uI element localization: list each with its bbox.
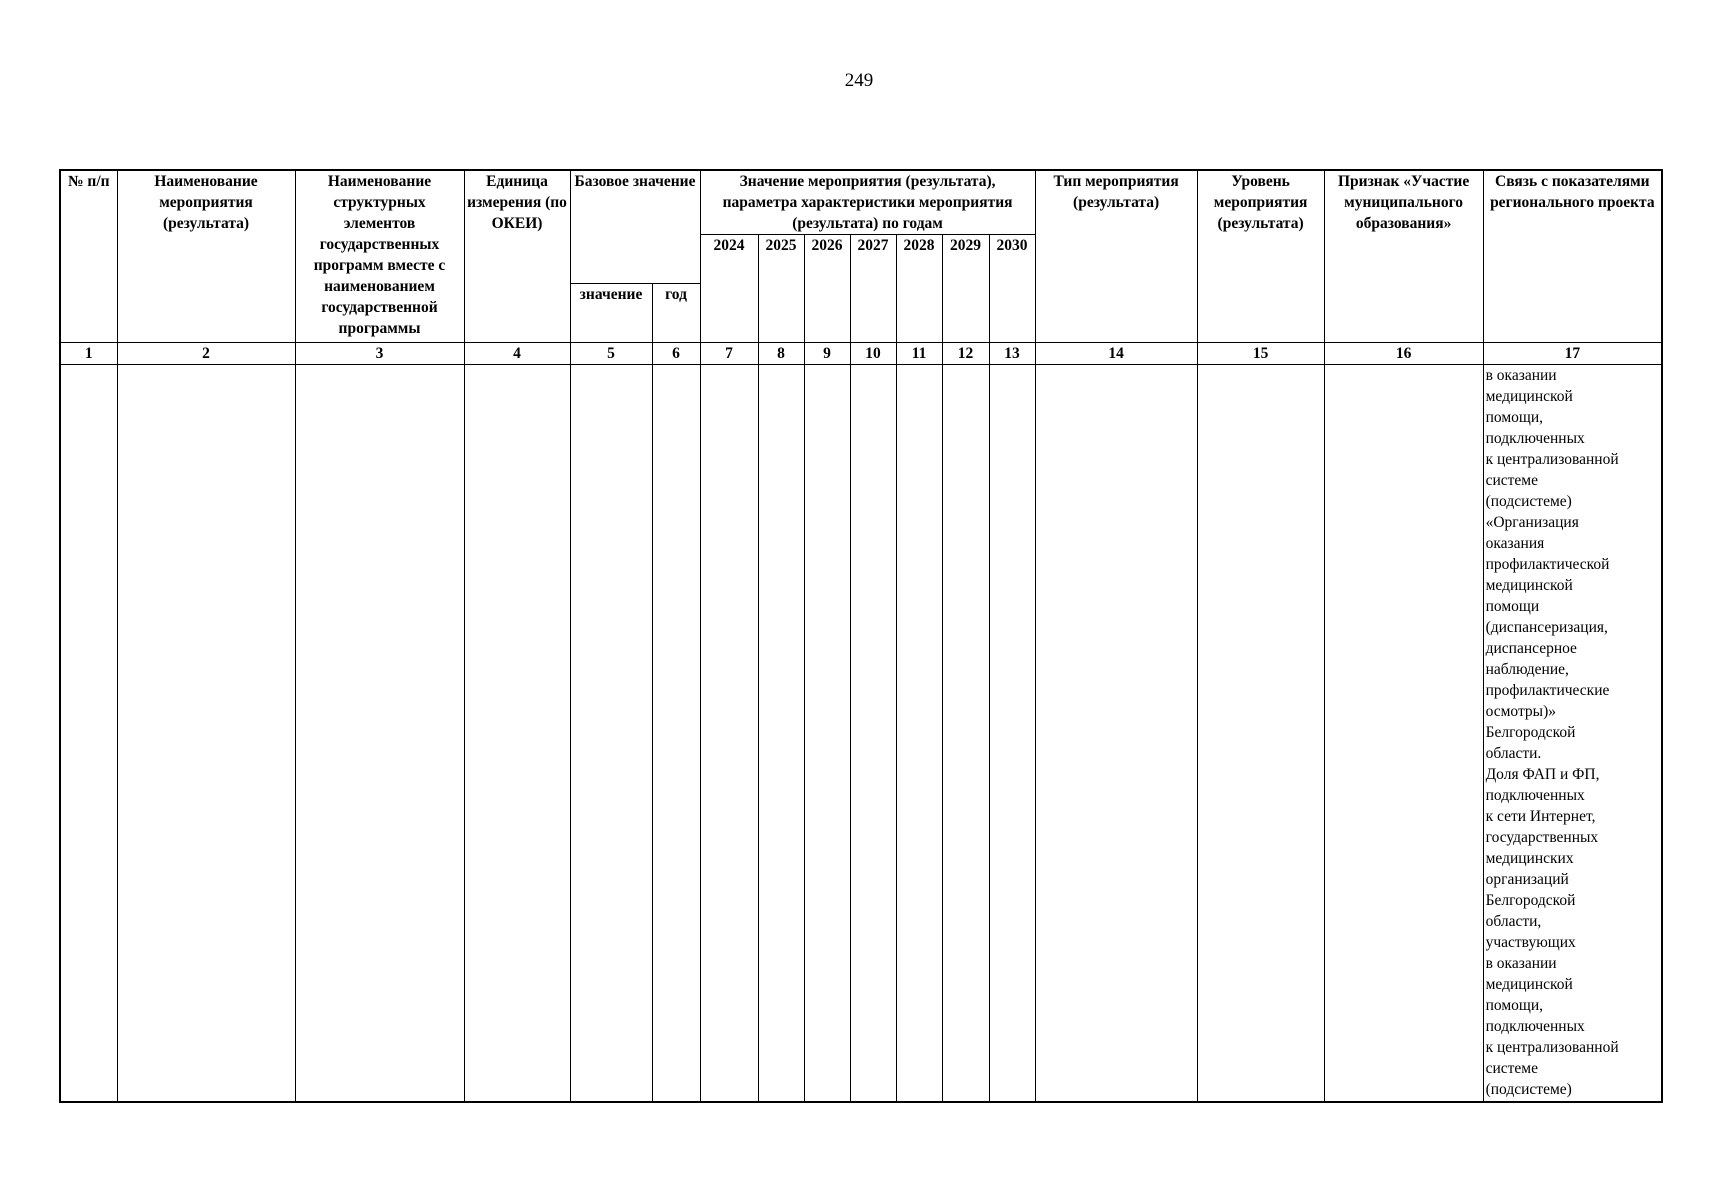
header-measure-name: Наименование мероприятия (результата) [117, 170, 295, 343]
measures-table [59, 169, 1663, 1103]
column-number: 6 [652, 343, 700, 365]
text-line: помощи, [1485, 409, 1544, 426]
cell-year-value [942, 365, 989, 1103]
text-line: Доля ФАП и ФП, [1485, 766, 1600, 783]
text-line: диспансерное [1485, 640, 1577, 657]
text-line: помощи [1485, 598, 1540, 615]
column-number: 1 [60, 343, 117, 365]
header-regional-project-link: Связь с показателями регионального проекта [1483, 170, 1662, 343]
text-line: системе [1485, 472, 1538, 489]
text-line: медицинских [1485, 850, 1574, 867]
text-line: государственных [1485, 829, 1599, 846]
text-line: «Организация [1485, 514, 1579, 531]
cell-year-value [804, 365, 850, 1103]
text-line: подключенных [1485, 430, 1585, 447]
header-year: 2026 [804, 235, 850, 343]
header-unit: Единица измерения (по ОКЕИ) [464, 170, 570, 343]
header-year: 2029 [942, 235, 989, 343]
cell-year-value [850, 365, 896, 1103]
text-line: подключенных [1485, 787, 1585, 804]
column-number: 16 [1324, 343, 1483, 365]
header-base-value: Базовое значение [570, 170, 700, 284]
text-line: помощи, [1485, 997, 1544, 1014]
cell-year-value [700, 365, 758, 1103]
cell-measure-type [1035, 365, 1197, 1103]
header-structural-elements: Наименование структурных элементов государственных программ вместе с наименованием государственной программы [295, 170, 464, 343]
text-line: к централизованной [1485, 1039, 1619, 1056]
header-measure-type: Тип мероприятия (результата) [1035, 170, 1197, 343]
cell-structural-elements [295, 365, 464, 1103]
column-number: 12 [942, 343, 989, 365]
text-line: к централизованной [1485, 451, 1619, 468]
page-number: 249 [844, 70, 874, 91]
text-line: осмотры)» [1485, 703, 1557, 720]
text-line: Белгородской [1485, 892, 1576, 909]
text-line: медицинской [1485, 388, 1573, 405]
column-number: 7 [700, 343, 758, 365]
cell-measure-level [1197, 365, 1324, 1103]
column-number: 2 [117, 343, 295, 365]
column-number: 8 [758, 343, 804, 365]
text-line: участвующих [1485, 934, 1576, 951]
column-number: 3 [295, 343, 464, 365]
header-year: 2025 [758, 235, 804, 343]
column-number: 4 [464, 343, 570, 365]
column-number: 17 [1483, 343, 1662, 365]
cell-regional-project-link [1483, 365, 1662, 1103]
header-year: 2028 [896, 235, 942, 343]
column-number: 10 [850, 343, 896, 365]
header-year: 2027 [850, 235, 896, 343]
header-base-value-year: год [652, 284, 700, 343]
header-measure-level: Уровень мероприятия (результата) [1197, 170, 1324, 343]
cell-base-value [570, 365, 652, 1103]
text-line: медицинской [1485, 577, 1573, 594]
text-line: медицинской [1485, 976, 1573, 993]
text-line: (подсистеме) [1485, 1081, 1572, 1098]
cell-municipal-participation [1324, 365, 1483, 1103]
text-line: подключенных [1485, 1018, 1585, 1035]
text-line: (диспансеризация, [1485, 619, 1608, 636]
text-line: области, [1485, 913, 1542, 930]
text-line: системе [1485, 1060, 1538, 1077]
column-number: 5 [570, 343, 652, 365]
header-base-value-amount: значение [570, 284, 652, 343]
column-number: 9 [804, 343, 850, 365]
text-line: профилактические [1485, 682, 1610, 699]
text-line: области. [1485, 745, 1542, 762]
text-line: оказания [1485, 535, 1545, 552]
cell-unit [464, 365, 570, 1103]
text-line: к сети Интернет, [1485, 808, 1596, 825]
header-year: 2024 [700, 235, 758, 343]
header-values-by-year: Значение мероприятия (результата), параметра характеристики мероприятия (результата) по годам [700, 170, 1035, 235]
column-number: 15 [1197, 343, 1324, 365]
cell-year-value [896, 365, 942, 1103]
text-line: в оказании [1485, 955, 1557, 972]
cell-year-value [758, 365, 804, 1103]
column-number: 14 [1035, 343, 1197, 365]
header-number: № п/п [60, 170, 117, 343]
text-line: в оказании [1485, 367, 1557, 384]
text-line: наблюдение, [1485, 661, 1569, 678]
column-number: 13 [989, 343, 1035, 365]
header-municipal-participation: Признак «Участие муниципального образования» [1324, 170, 1483, 343]
cell-number [60, 365, 117, 1103]
text-line: организаций [1485, 871, 1569, 888]
cell-base-year [652, 365, 700, 1103]
table-row [60, 365, 1662, 1103]
text-line: профилактической [1485, 556, 1610, 573]
column-number: 11 [896, 343, 942, 365]
column-number-row [60, 343, 1662, 365]
cell-measure-name [117, 365, 295, 1103]
cell-year-value [989, 365, 1035, 1103]
text-line: Белгородской [1485, 724, 1576, 741]
text-line: (подсистеме) [1485, 493, 1572, 510]
header-year: 2030 [989, 235, 1035, 343]
